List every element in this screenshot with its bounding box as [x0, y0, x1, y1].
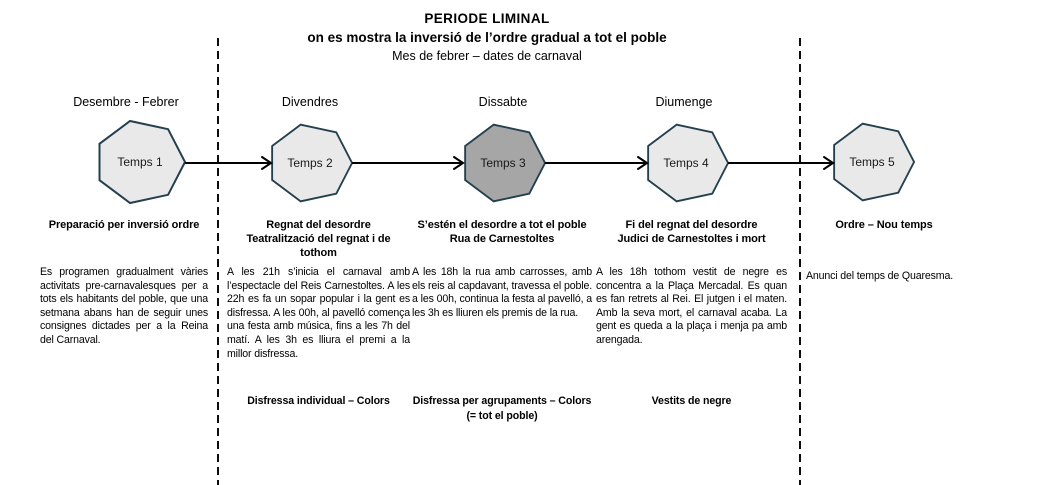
column-heading-line1: Preparació per inversió ordre — [48, 219, 200, 231]
diagram-title: PERIODE LIMINAL — [424, 11, 550, 26]
date-label-temps-3: Dissabte — [478, 95, 528, 109]
column-temps-3 — [412, 218, 592, 478]
column-body-text: A les 18h la rua amb carrosses, amb els reis al capdavant, travessa el poble. a les 00h, continua la festa al pavelló, a les 3h es lliuren els premis de la rua. — [412, 266, 592, 319]
column-heading-line1: Fi del regnat del desordre — [625, 219, 758, 231]
timeline-node-temps-2 — [267, 121, 353, 205]
column-heading-line2: Rua de Carnestoltes — [449, 233, 555, 245]
flow-arrow-2-icon — [352, 155, 465, 171]
column-body-text: A les 18h tothom vestit de negre es concentra a la Plaça Mercadal. Es quan es fan retrets al Rei. El jutgen i el maten. Amb la seva mort, el carnaval acaba. La gent es queda a la plaça i menja pa amb arengada. — [596, 266, 787, 346]
timeline-node-temps-1 — [94, 117, 186, 207]
column-heading-line1: Regnat del desordre — [266, 219, 371, 231]
column-footer-line1: Vestits de negre — [651, 395, 732, 407]
timeline-node-temps-5 — [829, 120, 915, 204]
diagram-date-range: Mes de febrer – dates de carnaval — [392, 49, 582, 63]
phase-separator-left — [217, 38, 219, 485]
column-heading-line2: Judici de Carnestoltes i mort — [617, 233, 766, 245]
column-heading — [596, 218, 787, 246]
timeline-node-temps-3 — [460, 121, 546, 205]
node-label: Temps 5 — [849, 155, 895, 169]
heptagon-icon — [267, 121, 353, 205]
node-label: Temps 4 — [663, 156, 709, 170]
phase-separator-right — [799, 38, 801, 485]
column-footer — [596, 394, 787, 409]
column-footer-line1: Disfressa individual – Colors — [247, 395, 390, 407]
heptagon-icon — [643, 121, 729, 205]
node-label: Temps 2 — [287, 156, 333, 170]
column-footer-line2: (= tot el poble) — [466, 410, 538, 422]
date-label-temps-4: Diumenge — [655, 95, 713, 109]
column-heading — [412, 218, 592, 246]
heptagon-icon — [460, 121, 546, 205]
column-heading — [806, 218, 962, 232]
column-heading — [227, 218, 410, 260]
column-heading-line1: Ordre – Nou temps — [835, 219, 933, 231]
diagram-title-block — [0, 10, 974, 66]
column-temps-5 — [806, 218, 962, 478]
date-label-temps-1: Desembre - Febrer — [73, 95, 179, 109]
column-footer — [412, 394, 592, 424]
column-temps-4 — [596, 218, 787, 478]
column-footer-line1: Disfressa per agrupaments – Colors — [412, 395, 592, 407]
column-temps-1 — [40, 218, 208, 478]
flow-arrow-3-icon — [545, 155, 649, 171]
column-heading-line1: S’estén el desordre a tot el poble — [417, 219, 587, 231]
timeline-node-temps-4 — [643, 121, 729, 205]
flow-arrow-1-icon — [185, 155, 273, 171]
flow-arrow-4-icon — [728, 155, 835, 171]
column-body-text: Es programen gradualment vàries activitats pre-carnavalesques per a tots els habitants del poble, que una setmana abans han de seguir unes consignes dictades per a la Reina del Carnaval. — [40, 266, 208, 346]
column-heading — [40, 218, 208, 232]
column-body-text: A les 21h s’inicia el carnaval amb l’espectacle del Reis Carnestoltes. A les 22h es fa un sopar popular i la gent es disfressa. A les 00h, al pavelló comença una festa amb música, fins a les 7h del matí. A les 3h es lliura el premi a la millor disfressa. — [227, 266, 410, 360]
column-body-text: Anunci del temps de Quaresma. — [806, 270, 953, 282]
date-label-temps-2: Divendres — [281, 95, 339, 109]
node-label: Temps 1 — [117, 155, 163, 169]
diagram-subtitle: on es mostra la inversió de l’ordre gradual a tot el poble — [307, 30, 667, 45]
heptagon-icon — [94, 117, 186, 207]
heptagon-icon — [829, 120, 915, 204]
column-heading-line2: Teatralització del regnat i de tothom — [246, 233, 391, 259]
column-footer — [227, 394, 410, 409]
node-label: Temps 3 — [480, 156, 526, 170]
column-temps-2 — [227, 218, 410, 478]
